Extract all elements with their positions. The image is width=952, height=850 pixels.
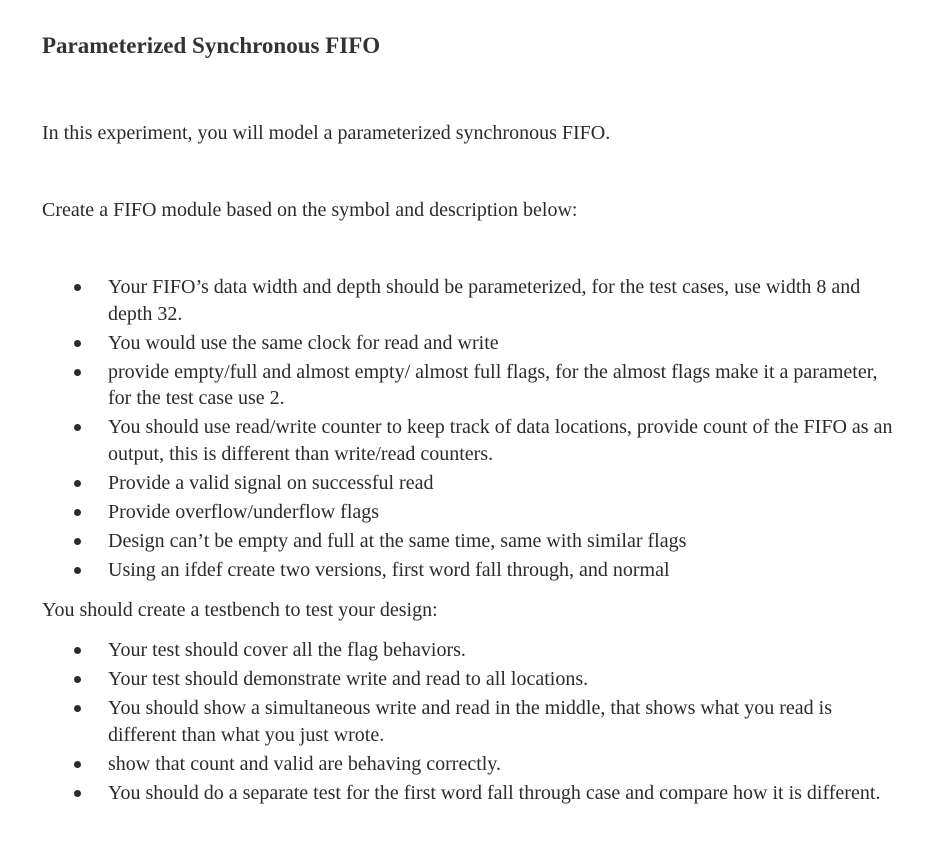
create-module-paragraph: Create a FIFO module based on the symbol and description below: bbox=[42, 199, 578, 221]
list-item-text: Provide a valid signal on successful read bbox=[108, 471, 434, 494]
list-item-text: You should show a simultaneous write and read in the middle, that shows what you read is different than what you just wrote. bbox=[108, 697, 832, 746]
intro-paragraph: In this experiment, you will model a parameterized synchronous FIFO. bbox=[42, 122, 611, 144]
list-item-text: show that count and valid are behaving correctly. bbox=[108, 752, 502, 775]
list-item-text: Design can’t be empty and full at the same time, same with similar flags bbox=[108, 529, 687, 552]
bullet-icon bbox=[74, 480, 81, 487]
bullet-icon bbox=[74, 761, 81, 768]
list-item bbox=[0, 359, 898, 412]
list-item bbox=[0, 330, 898, 357]
bullet-icon bbox=[74, 424, 81, 431]
list-item bbox=[0, 528, 898, 555]
list-item-text: provide empty/full and almost empty/ almost full flags, for the almost flags make it a parameter, for the test case use 2. bbox=[108, 360, 878, 409]
list-item bbox=[0, 666, 898, 693]
bullet-icon bbox=[74, 790, 81, 797]
list-item bbox=[0, 414, 898, 467]
list-item-text: Using an ifdef create two versions, first word fall through, and normal bbox=[108, 558, 670, 581]
list-item bbox=[0, 470, 898, 497]
list-item-text: You should do a separate test for the first word fall through case and compare how it is different. bbox=[108, 781, 881, 804]
list-item bbox=[0, 780, 898, 807]
bullet-icon bbox=[74, 509, 81, 516]
document-title: Parameterized Synchronous FIFO bbox=[42, 33, 381, 58]
list-item bbox=[0, 274, 898, 327]
design-requirements-list bbox=[0, 274, 900, 586]
list-item bbox=[0, 695, 898, 748]
list-item-text: Provide overflow/underflow flags bbox=[108, 500, 380, 523]
list-item-text: Your test should cover all the flag behaviors. bbox=[108, 639, 466, 661]
list-item-text: You should use read/write counter to keep track of data locations, provide count of the FIFO as an output, this is different than write/read counters. bbox=[108, 416, 893, 465]
bullet-icon bbox=[74, 705, 81, 712]
list-item-text: Your FIFO’s data width and depth should be parameterized, for the test cases, use width 8 and depth 32. bbox=[108, 276, 861, 325]
list-item bbox=[0, 637, 898, 664]
list-item bbox=[0, 751, 898, 778]
bullet-icon bbox=[74, 284, 81, 291]
list-item-text: You would use the same clock for read and write bbox=[108, 331, 499, 354]
testbench-paragraph: You should create a testbench to test your design: bbox=[42, 599, 438, 621]
bullet-icon bbox=[74, 676, 81, 683]
test-requirements-list bbox=[0, 637, 900, 809]
list-item-text: Your test should demonstrate write and read to all locations. bbox=[108, 668, 589, 690]
bullet-icon bbox=[74, 340, 81, 347]
bullet-icon bbox=[74, 538, 81, 545]
list-item bbox=[0, 557, 898, 584]
bullet-icon bbox=[74, 647, 81, 654]
bullet-icon bbox=[74, 567, 81, 574]
list-item bbox=[0, 499, 898, 526]
bullet-icon bbox=[74, 369, 81, 376]
